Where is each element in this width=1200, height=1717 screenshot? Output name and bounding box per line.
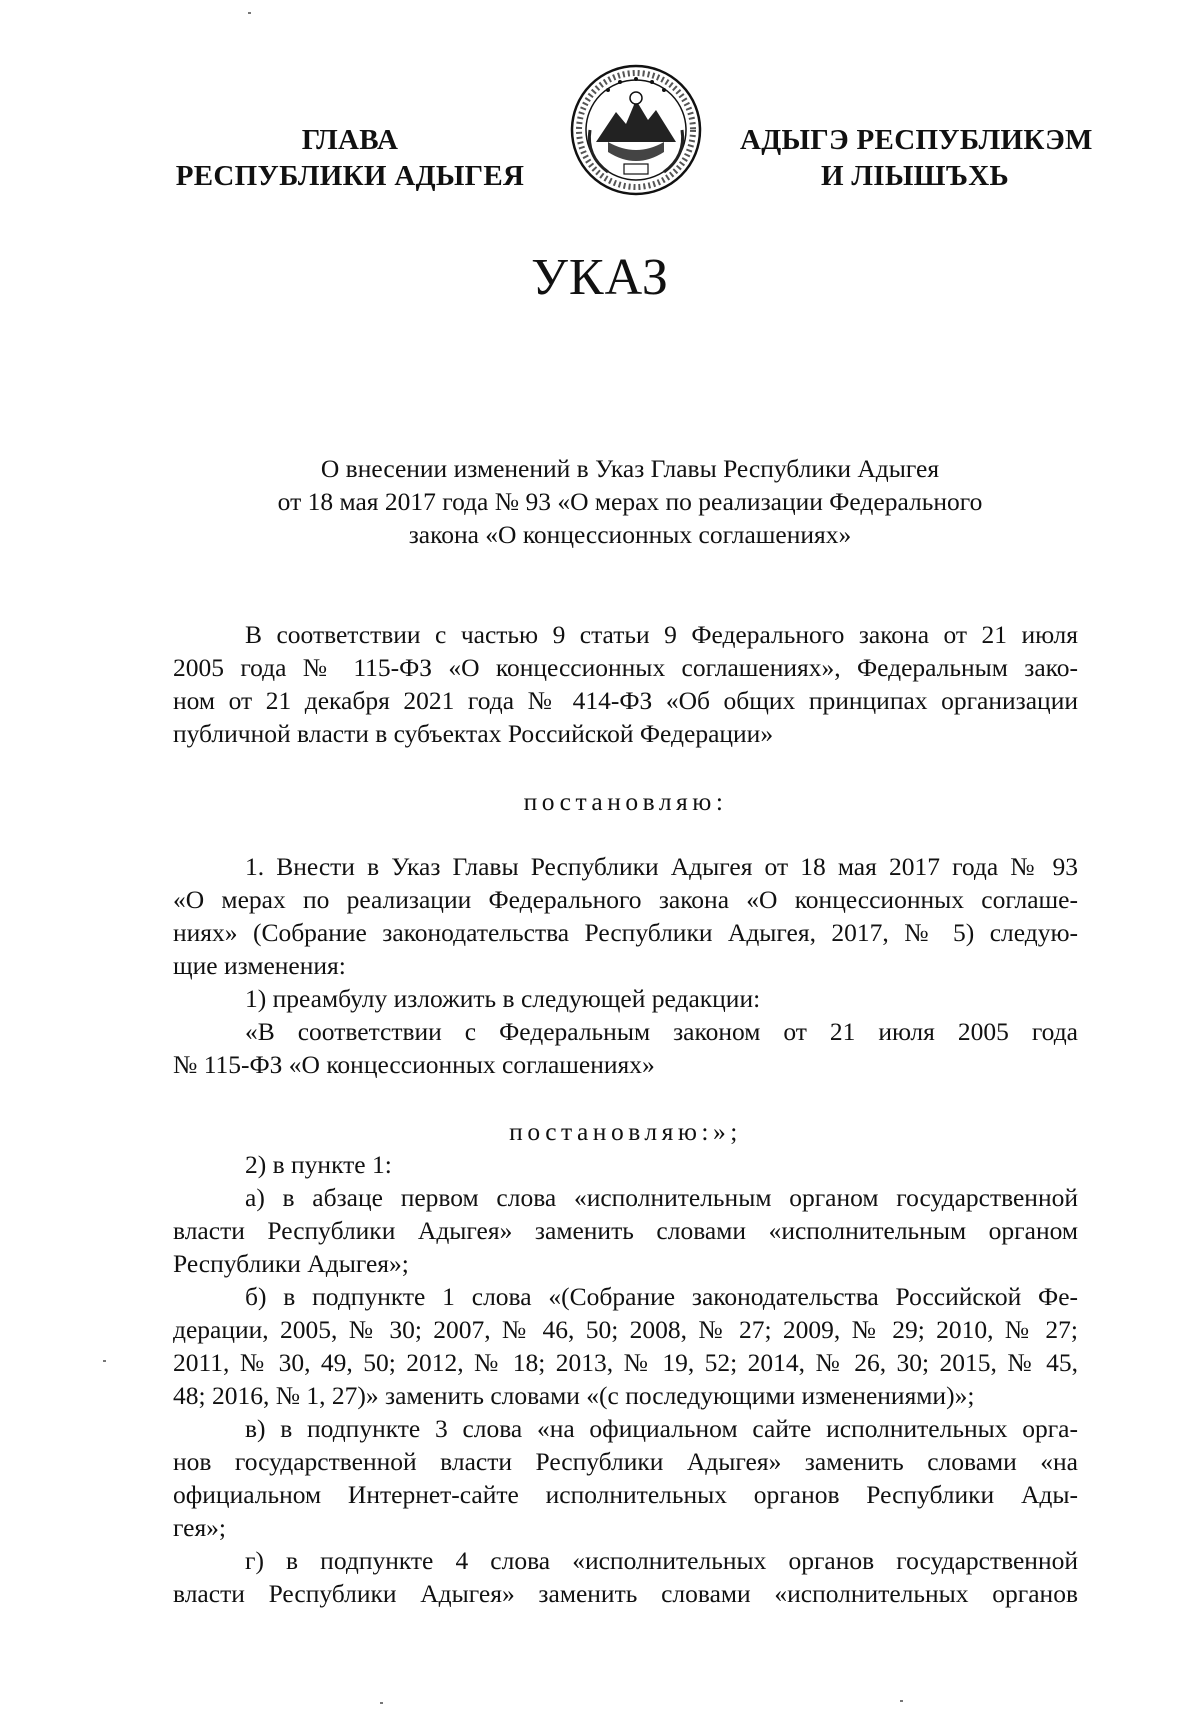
header-left-line: ГЛАВА <box>301 124 399 156</box>
item-line: 48; 2016, № 1, 27)» заменить словами «(с последующими изменениями)»; <box>173 1381 975 1410</box>
preamble-line: публичной власти в субъектах Российской Федерации» <box>173 719 774 748</box>
subject-line: О внесении изменений в Указ Главы Республики Адыгея <box>320 454 940 483</box>
item-line: Республики Адыгея»; <box>173 1249 409 1278</box>
subject-line: закона «О концессионных соглашениях» <box>408 520 852 549</box>
item-line: а) в абзаце первом слова «исполнительным органом государственной <box>245 1183 1078 1212</box>
header-right-line: И ЛІЫШЪХЬ <box>820 160 1010 192</box>
scan-speck <box>103 1360 106 1362</box>
header-left-line: РЕСПУБЛИКИ АДЫГЕЯ <box>175 160 525 192</box>
header-right <box>740 122 1093 194</box>
scan-speck <box>380 1702 383 1704</box>
decree-word-quoted <box>173 1115 1078 1148</box>
clause-line: № 115-ФЗ «О концессионных соглашениях» <box>173 1050 655 1079</box>
item-line: в) в подпункте 3 слова «на официальном сайте исполнительных орга- <box>245 1414 1078 1443</box>
preamble-line: 2005 года № 115-ФЗ «О концессионных соглашениях», Федеральным зако- <box>173 653 1078 682</box>
item-line: нов государственной власти Республики Адыгея» заменить словами «на <box>173 1447 1078 1476</box>
header-right-line: АДЫГЭ РЕСПУБЛИКЭМ <box>740 124 1093 156</box>
item-line: власти Республики Адыгея» заменить словами «исполнительным органом <box>173 1216 1078 1245</box>
decree-word-text: постановляю: <box>523 787 728 816</box>
clause-line: ниях» (Собрание законодательства Республики Адыгея, 2017, № 5) следую- <box>173 918 1078 947</box>
clause-line: «В соответствии с Федеральным законом от 21 июля 2005 года <box>245 1017 1078 1046</box>
item-line: 2011, № 30, 49, 50; 2012, № 18; 2013, № 19, 52; 2014, № 26, 30; 2015, № 45, <box>173 1348 1078 1377</box>
item-line: г) в подпункте 4 слова «исполнительных органов государственной <box>245 1546 1078 1575</box>
item-line: б) в подпункте 1 слова «(Собрание законодательства Российской Фе- <box>245 1282 1078 1311</box>
scan-speck <box>248 12 251 14</box>
republic-emblem-icon <box>568 60 704 200</box>
preamble <box>173 618 1078 750</box>
amendment-items <box>173 1148 1078 1610</box>
item-line: гея»; <box>173 1513 227 1542</box>
preamble-line: ном от 21 декабря 2021 года № 414-ФЗ «Об общих принципах организации <box>173 686 1078 715</box>
document-subject <box>180 452 1080 551</box>
clause-line: 1) преамбулу изложить в следующей редакции: <box>245 984 761 1013</box>
clause-line: «О мерах по реализации Федерального закона «О концессионных соглаше- <box>173 885 1078 914</box>
decree-word <box>173 785 1078 818</box>
scan-speck <box>900 1700 903 1702</box>
clause-one <box>173 850 1078 1081</box>
preamble-line: В соответствии с частью 9 статьи 9 Федерального закона от 21 июля <box>245 620 1078 649</box>
item-line: власти Республики Адыгея» заменить словами «исполнительных органов <box>173 1579 1078 1608</box>
document-title: УКАЗ <box>531 249 669 306</box>
subject-line: от 18 мая 2017 года № 93 «О мерах по реализации Федерального <box>277 487 983 516</box>
item-line: официальном Интернет-сайте исполнительных органов Республики Ады- <box>173 1480 1078 1509</box>
item-line: дерации, 2005, № 30; 2007, № 46, 50; 2008, № 27; 2009, № 29; 2010, № 27; <box>173 1315 1078 1344</box>
header-left <box>170 122 530 194</box>
clause-line: щие изменения: <box>173 951 346 980</box>
decree-word-quoted-text: постановляю:»; <box>509 1117 742 1146</box>
clause-line: 1. Внести в Указ Главы Республики Адыгея от 18 мая 2017 года № 93 <box>245 852 1078 881</box>
item-line: 2) в пункте 1: <box>245 1150 392 1179</box>
